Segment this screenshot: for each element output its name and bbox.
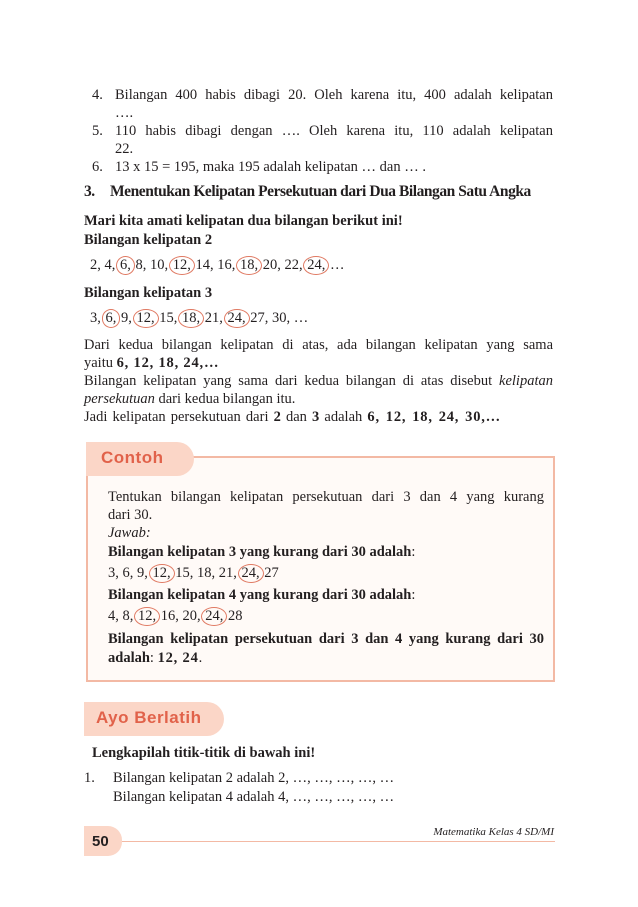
common-multiple-circle: 24, [224,309,250,328]
exercise-5-text: 110 habis dibagi dengan …. Oleh karena itu, 110 adalah kelipatan [115,123,553,139]
exercise-6-number: 6. [92,159,103,175]
sequence-item: 8, [122,608,134,624]
example-question-cont: dari 30. [108,507,153,523]
sequence-item: 21, [218,565,237,581]
common-multiple-circle: 12, [169,256,195,275]
sequence-item: 30, [272,310,291,326]
exercise-4-text: Bilangan 400 habis dibagi 20. Oleh karena itu, 400 adalah kelipatan [115,87,553,103]
sequence-item: 14, [195,257,214,273]
example-multiples-3-label [108,543,415,562]
multiples-of-3-label: Bilangan kelipatan 3 [84,285,213,301]
multiples-of-3-sequence [90,309,308,328]
practice-item-1-number: 1. [84,770,95,786]
sequence-item: 8, [135,257,147,273]
number-bold: 2 [273,409,281,425]
label-bold: Bilangan kelipatan 3 yang kurang dari 30 adalah [108,544,412,560]
common-multiple-circle: 24, [238,564,264,583]
common-multiples-list: 6, 12, 18, 24,… [116,355,220,371]
common-multiples-answer: 12, 24 [157,650,199,666]
paragraph-text: dari kedua bilangan itu. [158,391,296,407]
section-number: 3. [84,183,95,200]
practice-instruction: Lengkapilah titik-titik di bawah ini! [92,745,316,761]
sequence-item: 27 [264,565,279,581]
exercise-4-text-cont: …. [115,105,134,121]
paragraph-text: Bilangan kelipatan yang sama dari kedua bilangan di atas disebut [84,373,493,389]
sequence-item: 16, [160,608,179,624]
sequence-item: 10, [150,257,169,273]
colon: : [411,544,416,560]
common-multiple-circle: 6, [102,309,121,328]
example-question: Tentukan bilangan kelipatan persekutuan dari 3 dan 4 yang kurang [108,489,544,505]
book-title: Matematika Kelas 4 SD/MI [433,826,554,838]
sequence-item: 22, [284,257,303,273]
paragraph-1-line-2 [84,354,219,373]
sequence-item: 20, [182,608,201,624]
sequence-item: 2, [90,257,101,273]
example-multiples-3-sequence [108,564,279,583]
paragraph-text: Jadi kelipatan persekutuan dari [84,409,269,425]
footer-divider [122,841,555,842]
sequence-item: 16, [217,257,236,273]
common-multiples-list: 6, 12, 18, 24, 30,… [367,409,501,425]
sequence-item: 18, [197,565,216,581]
sequence-item: 9, [121,310,132,326]
exercise-4-number: 4. [92,87,103,103]
common-multiple-circle: 24, [303,256,329,275]
sequence-item: 4, [104,257,116,273]
exercise-5-number: 5. [92,123,103,139]
sequence-item: 3, [90,310,101,326]
example-multiples-4-sequence [108,607,243,626]
sequence-item: 6, [122,565,134,581]
practice-tab [84,702,224,736]
sequence-item: 4, [108,608,119,624]
page-number-badge [84,826,122,856]
sequence-item: 21, [204,310,223,326]
term-italic: persekutuan [84,391,155,407]
paragraph-text: yaitu [84,355,113,371]
common-multiple-circle: 24, [201,607,227,626]
paragraph-1-line-1: Dari kedua bilangan kelipatan di atas, ada bilangan kelipatan yang sama [84,337,553,353]
page-number: 50 [92,833,109,850]
sequence-item: … [293,310,309,326]
term-italic: kelipatan [499,373,553,389]
section-intro: Mari kita amati kelipatan dua bilangan berikut ini! [84,213,403,229]
practice-item-1-line-1: Bilangan kelipatan 2 adalah 2, …, …, …, …, … [113,770,395,786]
paragraph-3 [84,408,501,427]
common-multiple-circle: 12, [134,607,160,626]
example-tab-label: Contoh [101,448,164,467]
example-conclusion-cont [108,649,202,668]
paragraph-2-line-2 [84,390,295,409]
example-conclusion: Bilangan kelipatan persekutuan dari 3 dan 4 yang kurang dari 30 [108,631,544,647]
example-tab [86,442,194,476]
exercise-6-text: 13 x 15 = 195, maka 195 adalah kelipatan … dan … . [115,159,426,175]
multiples-of-2-sequence [90,256,345,275]
common-multiple-circle: 12, [133,309,159,328]
colon: : [411,587,416,603]
number-bold: 3 [312,409,320,425]
period: . [198,650,203,666]
sequence-item: 9, [137,565,148,581]
sequence-item: 15, [175,565,194,581]
common-multiple-circle: 18, [236,256,262,275]
answer-label: Jawab: [108,525,151,541]
section-title: Menentukan Kelipatan Persekutuan dari Dua Bilangan Satu Angka [110,183,531,200]
common-multiple-circle: 12, [149,564,175,583]
paragraph-text: adalah [324,409,363,425]
paragraph-text: dan [285,409,307,425]
sequence-item: 27, [250,310,269,326]
colon: : [149,650,154,666]
practice-tab-label: Ayo Berlatih [96,708,202,727]
label-bold: Bilangan kelipatan 4 yang kurang dari 30 adalah [108,587,412,603]
exercise-5-text-cont: 22. [115,141,134,157]
multiples-of-2-label: Bilangan kelipatan 2 [84,232,213,248]
paragraph-2-line-1 [84,372,553,391]
common-multiple-circle: 6, [116,256,135,275]
label-bold: adalah [108,650,150,666]
sequence-item: … [330,257,345,273]
practice-item-1-line-2: Bilangan kelipatan 4 adalah 4, …, …, …, …, … [113,789,395,805]
sequence-item: 28 [228,608,243,624]
common-multiple-circle: 18, [178,309,204,328]
example-multiples-4-label [108,586,415,605]
sequence-item: 20, [262,257,281,273]
sequence-item: 15, [159,310,178,326]
sequence-item: 3, [108,565,119,581]
